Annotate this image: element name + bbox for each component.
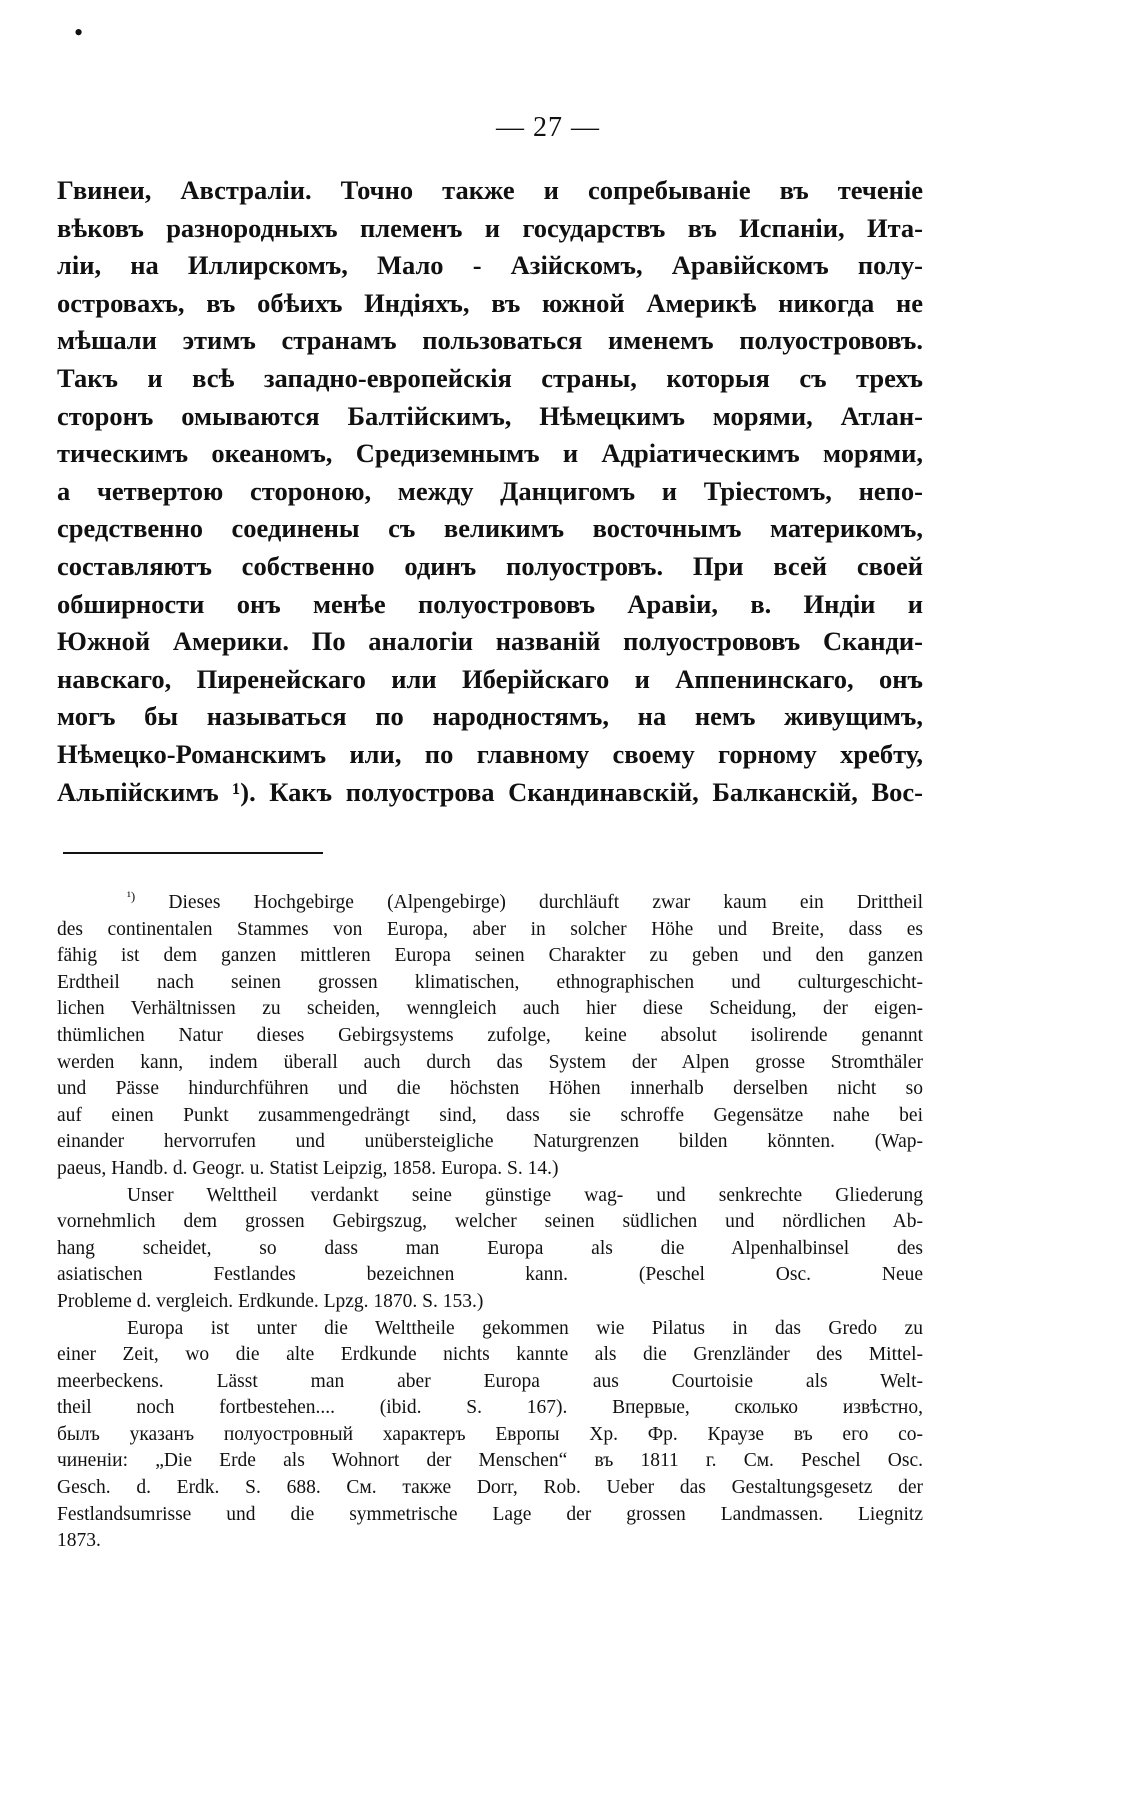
footnote-line: einander hervorrufen und unübersteigliche Naturgrenzen bilden könnten. (Wap-: [57, 1131, 923, 1153]
footnote-line: fähig ist dem ganzen mittleren Europa seinen Charakter zu geben und den ganzen: [57, 945, 923, 967]
text-line: Нѣмецко-Романскимъ или, по главному своему горному хребту,: [57, 738, 923, 769]
footnote-line: Erdtheil nach seinen grossen klimatischen, ethnographischen und culturgeschicht-: [57, 971, 923, 993]
text-line: вѣковъ разнородныхъ племенъ и государствъ въ Испаніи, Ита-: [57, 212, 923, 243]
footnote-line: werden kann, indem überall auch durch das System der Alpen grosse Stromthäler: [57, 1051, 923, 1073]
footnote-line: des continentalen Stammes von Europa, aber in solcher Höhe und Breite, dass es: [57, 918, 923, 940]
footnote-text: Dieses Hochgebirge (Alpengebirge) durchläuft zwar kaum ein Drittheil: [168, 892, 924, 913]
text-line: островахъ, въ обѣихъ Индіяхъ, въ южной Америкѣ никогда не: [57, 287, 923, 318]
footnote-line: asiatischen Festlandes bezeichnen kann. (Peschel Osc. Neue: [57, 1264, 923, 1286]
footnote-line: былъ указанъ полуостровный характеръ Европы Хр. Фр. Краузе въ его со-: [57, 1423, 923, 1445]
text-line: навскаго, Пиренейскаго или Иберійскаго и Аппенинскаго, онъ: [57, 663, 923, 694]
text-line: Такъ и всѣ западно-европейскія страны, которыя съ трехъ: [57, 362, 923, 393]
footnote-line: Unser Welttheil verdankt seine günstige wag- und senkrechte Gliederung: [127, 1184, 923, 1206]
footnote-separator: [63, 852, 323, 854]
main-text: [57, 172, 923, 811]
footnote-line: auf einen Punkt zusammengedrängt sind, dass sie schroffe Gegensätze nahe bei: [57, 1104, 923, 1126]
page-mark: •: [74, 18, 84, 47]
text-line: Южной Америки. По аналогіи названій полуострововъ Сканди-: [57, 626, 923, 657]
page-number: — 27 —: [496, 112, 600, 143]
footnote-line: und Pässe hindurchführen und die höchsten Höhen innerhalb derselben nicht so: [57, 1078, 923, 1100]
text-line: обширности онъ менѣе полуострововъ Аравіи, в. Индіи и: [57, 588, 923, 619]
footnote-line: Probleme d. vergleich. Erdkunde. Lpzg. 1870. S. 153.): [57, 1290, 484, 1312]
text-line: средственно соединены съ великимъ восточнымъ материкомъ,: [57, 513, 923, 544]
text-line: могъ бы называться по народностямъ, на немъ живущимъ,: [57, 701, 923, 732]
footnote-marker: ¹): [127, 888, 136, 904]
footnote-line: Festlandsumrisse und die symmetrische Lage der grossen Landmassen. Liegnitz: [57, 1503, 923, 1525]
footnote-line: einer Zeit, wo die alte Erdkunde nichts kannte als die Grenzländer des Mittel-: [57, 1344, 923, 1366]
text-line: составляютъ собственно одинъ полуостровъ. При всей своей: [57, 550, 923, 581]
text-line: а четвертою стороною, между Данцигомъ и Тріестомъ, непо-: [57, 475, 923, 506]
text-line: сторонъ омываются Балтійскимъ, Нѣмецкимъ морями, Атлан-: [57, 400, 923, 431]
footnote: [57, 890, 923, 1555]
text-line: Гвинеи, Австраліи. Точно также и сопребываніе въ теченіе: [57, 175, 923, 205]
footnote-line: Gesch. d. Erdk. S. 688. См. также Dorr, Rob. Ueber das Gestaltungsgesetz der: [57, 1477, 923, 1499]
text-line: тическимъ океаномъ, Средиземнымъ и Адріатическимъ морями,: [57, 438, 923, 469]
footnote-line: vornehmlich dem grossen Gebirgszug, welcher seinen südlichen und nördlichen Ab-: [57, 1211, 923, 1233]
text-line: Альпійскимъ ¹). Какъ полуострова Скандинавскій, Балканскій, Вос-: [57, 776, 923, 807]
footnote-line: 1873.: [57, 1530, 101, 1552]
footnote-line: thümlichen Natur dieses Gebirgsystems zufolge, keine absolut isolirende genannt: [57, 1024, 923, 1046]
text-line: ліи, на Иллирскомъ, Мало - Азійскомъ, Аравійскомъ полу-: [57, 250, 923, 281]
footnote-line: Europa ist unter die Welttheile gekommen wie Pilatus in das Gredo zu: [127, 1317, 923, 1339]
footnote-line: paeus, Handb. d. Geogr. u. Statist Leipzig, 1858. Europa. S. 14.): [57, 1157, 559, 1179]
footnote-line: [57, 890, 923, 917]
footnote-line: hang scheidet, so dass man Europa als die Alpenhalbinsel des: [57, 1237, 923, 1259]
footnote-line: lichen Verhältnissen zu scheiden, wenngleich auch hier diese Scheidung, der eigen-: [57, 998, 923, 1020]
footnote-line: чиненіи: „Die Erde als Wohnort der Menschen“ въ 1811 г. См. Peschel Osc.: [57, 1450, 923, 1472]
footnote-line: theil noch fortbestehen.... (ibid. S. 167). Впервые, сколько извѣстно,: [57, 1397, 923, 1419]
text-line: мѣшали этимъ странамъ пользоваться именемъ полуострововъ.: [57, 325, 923, 356]
footnote-line: meerbeckens. Lässt man aber Europa aus Courtoisie als Welt-: [57, 1370, 923, 1392]
